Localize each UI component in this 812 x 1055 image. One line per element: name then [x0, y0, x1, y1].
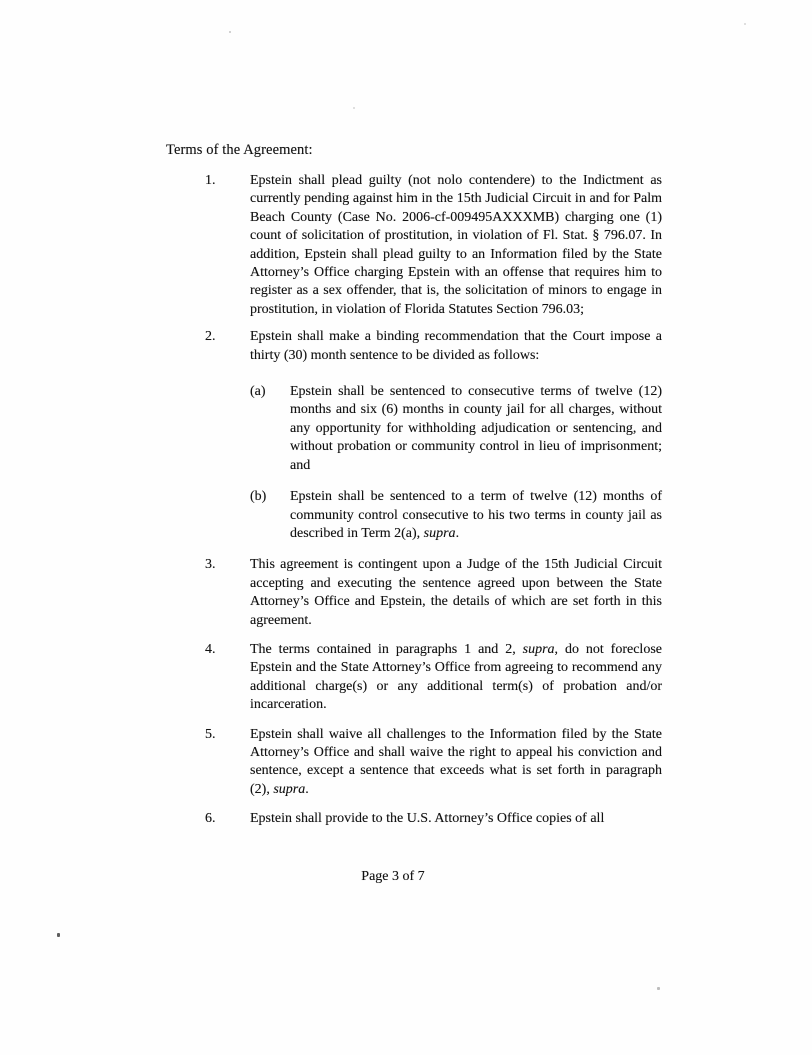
agreement-terms-list	[205, 172, 662, 840]
scan-speck	[229, 31, 231, 33]
term-subitem-b	[250, 488, 662, 543]
term-text: Epstein shall provide to the U.S. Attorney’s Office copies of all	[250, 811, 605, 827]
scan-speck	[353, 107, 355, 109]
term-item-1	[205, 172, 662, 319]
subitem-text: Epstein shall be sentenced to consecutive terms of twelve (12) months and six (6) months in county jail for all charges, without any opportunity for withholding adjudication or sentencing, and without probation or community control in lieu of imprisonment; and	[290, 384, 662, 473]
term-subitems	[250, 383, 662, 543]
scan-speck	[744, 23, 746, 25]
subitem-marker: (b)	[250, 489, 267, 505]
term-item-5	[205, 726, 662, 800]
term-number: 3.	[205, 557, 216, 573]
page-number: Page 3 of 7	[361, 869, 425, 884]
term-item-3	[205, 556, 662, 630]
term-number: 2.	[205, 329, 216, 345]
term-number: 4.	[205, 641, 216, 657]
term-text: This agreement is contingent upon a Judge of the 15th Judicial Circuit accepting and executing the sentence agreed upon between the State Attorney’s Office and Epstein, the details of which are set forth in this agreement.	[250, 557, 662, 628]
term-intro-text: Epstein shall make a binding recommendation that the Court impose a thirty (30) month sentence to be divided as follows:	[250, 329, 662, 363]
page-title: Terms of the Agreement:	[166, 142, 313, 158]
term-number: 6.	[205, 811, 216, 827]
term-item-6	[205, 810, 662, 828]
scan-speck	[657, 987, 660, 990]
term-text: Epstein shall plead guilty (not nolo contendere) to the Indictment as currently pending against him in the 15th Judicial Circuit in and for Palm Beach County (Case No. 2006-cf-009495AXXXMB) charging one (1) count of solicitation of prostitution, in violation of Fl. Stat. § 796.07. In addition, Epstein shall plead guilty to an Information filed by the State Attorney’s Office charging Epstein with an offense that requires him to register as a sex offender, that is, the solicitation of minors to engage in prostitution, in violation of Florida Statutes Section 796.03;	[250, 173, 662, 317]
subitem-text: Epstein shall be sentenced to a term of twelve (12) months of community control consecutive to his two terms in county jail as described in Term 2(a), supra.	[290, 489, 662, 541]
term-subitem-a	[250, 383, 662, 475]
scan-speck	[57, 933, 60, 937]
term-item-4	[205, 641, 662, 715]
term-number: 1.	[205, 173, 216, 188]
subitem-marker: (a)	[250, 384, 266, 400]
term-item-2	[205, 328, 662, 545]
term-text: The terms contained in paragraphs 1 and 2, supra, do not foreclose Epstein and the State Attorney’s Office from agreeing to recommend any additional charge(s) or any additional term(s) of probation and/or incarceration.	[250, 641, 662, 713]
term-text: Epstein shall waive all challenges to the Information filed by the State Attorney’s Office and shall waive the right to appeal his conviction and sentence, except a sentence that exceeds what is set forth in paragraph (2), supra.	[250, 726, 662, 797]
term-text	[250, 328, 662, 545]
term-number: 5.	[205, 726, 216, 742]
